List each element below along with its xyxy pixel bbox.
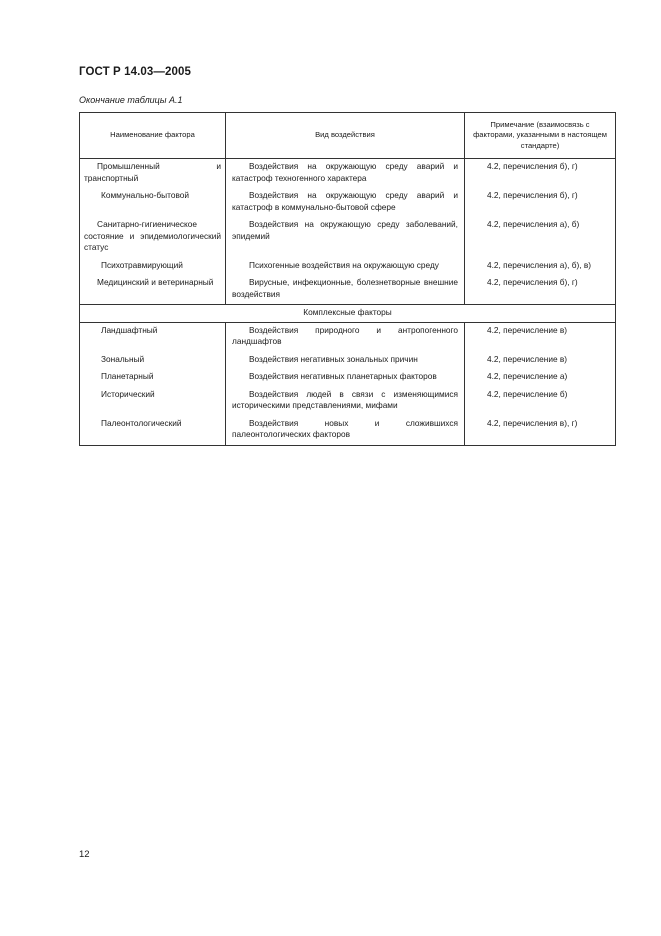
factor-cell: Планетарный bbox=[80, 369, 226, 387]
factor-cell: Психотравмирующий bbox=[80, 258, 226, 276]
note-cell: 4.2, перечисление б) bbox=[465, 387, 616, 416]
table-row bbox=[80, 275, 616, 305]
factor-cell: Зональный bbox=[80, 352, 226, 370]
factors-table bbox=[79, 112, 616, 446]
effect-cell: Вирусные, инфекционные, болезнетворные внешние воздействия bbox=[226, 275, 465, 305]
note-cell: 4.2, перечисление а) bbox=[465, 369, 616, 387]
table-caption: Окончание таблицы А.1 bbox=[79, 95, 183, 105]
table-row bbox=[80, 159, 616, 189]
table-row bbox=[80, 416, 616, 446]
column-header-effect: Вид воздействия bbox=[226, 113, 465, 159]
factor-cell: Медицинский и ветеринарный bbox=[80, 275, 226, 305]
note-cell: 4.2, перечисления б), г) bbox=[465, 159, 616, 189]
column-header-note: Примечание (взаимосвязь с факторами, указанными в настоящем стандарте) bbox=[465, 113, 616, 159]
table-row bbox=[80, 387, 616, 416]
effect-cell: Воздействия на окружающую среду аварий и катастроф в коммунально-бытовой сфере bbox=[226, 188, 465, 217]
note-cell: 4.2, перечисление в) bbox=[465, 352, 616, 370]
effect-cell: Воздействия на окружающую среду аварий и катастроф техногенного характера bbox=[226, 159, 465, 189]
factor-cell: Коммунально-бытовой bbox=[80, 188, 226, 217]
table-row bbox=[80, 369, 616, 387]
effect-cell: Психогенные воздействия на окружающую среду bbox=[226, 258, 465, 276]
section-title: Комплексные факторы bbox=[80, 305, 616, 323]
factor-cell: Санитарно-гигиеническое состояние и эпидемиологический статус bbox=[80, 217, 226, 258]
table-row bbox=[80, 322, 616, 352]
note-cell: 4.2, перечисление в) bbox=[465, 322, 616, 352]
factor-cell: Исторический bbox=[80, 387, 226, 416]
note-cell: 4.2, перечисления б), г) bbox=[465, 275, 616, 305]
table-header-row bbox=[80, 113, 616, 159]
effect-cell: Воздействия людей в связи с изменяющимися историческими представлениями, мифами bbox=[226, 387, 465, 416]
note-cell: 4.2, перечисления б), г) bbox=[465, 188, 616, 217]
note-cell: 4.2, перечисления а), б) bbox=[465, 217, 616, 258]
effect-cell: Воздействия негативных зональных причин bbox=[226, 352, 465, 370]
effect-cell: Воздействия новых и сложившихся палеонтологических факторов bbox=[226, 416, 465, 446]
document-header: ГОСТ Р 14.03—2005 bbox=[79, 66, 191, 78]
note-cell: 4.2, перечисления в), г) bbox=[465, 416, 616, 446]
factor-cell: Ландшафтный bbox=[80, 322, 226, 352]
effect-cell: Воздействия негативных планетарных факторов bbox=[226, 369, 465, 387]
factor-cell: Промышленный и транспортный bbox=[80, 159, 226, 189]
factor-cell: Палеонтологический bbox=[80, 416, 226, 446]
effect-cell: Воздействия природного и антропогенного ландшафтов bbox=[226, 322, 465, 352]
section-row bbox=[80, 305, 616, 323]
note-cell: 4.2, перечисления а), б), в) bbox=[465, 258, 616, 276]
effect-cell: Воздействия на окружающую среду заболеваний, эпидемий bbox=[226, 217, 465, 258]
table-row bbox=[80, 217, 616, 258]
table-row bbox=[80, 188, 616, 217]
table-row bbox=[80, 258, 616, 276]
table-row bbox=[80, 352, 616, 370]
column-header-factor: Наименование фактора bbox=[80, 113, 226, 159]
page-number: 12 bbox=[79, 849, 90, 860]
